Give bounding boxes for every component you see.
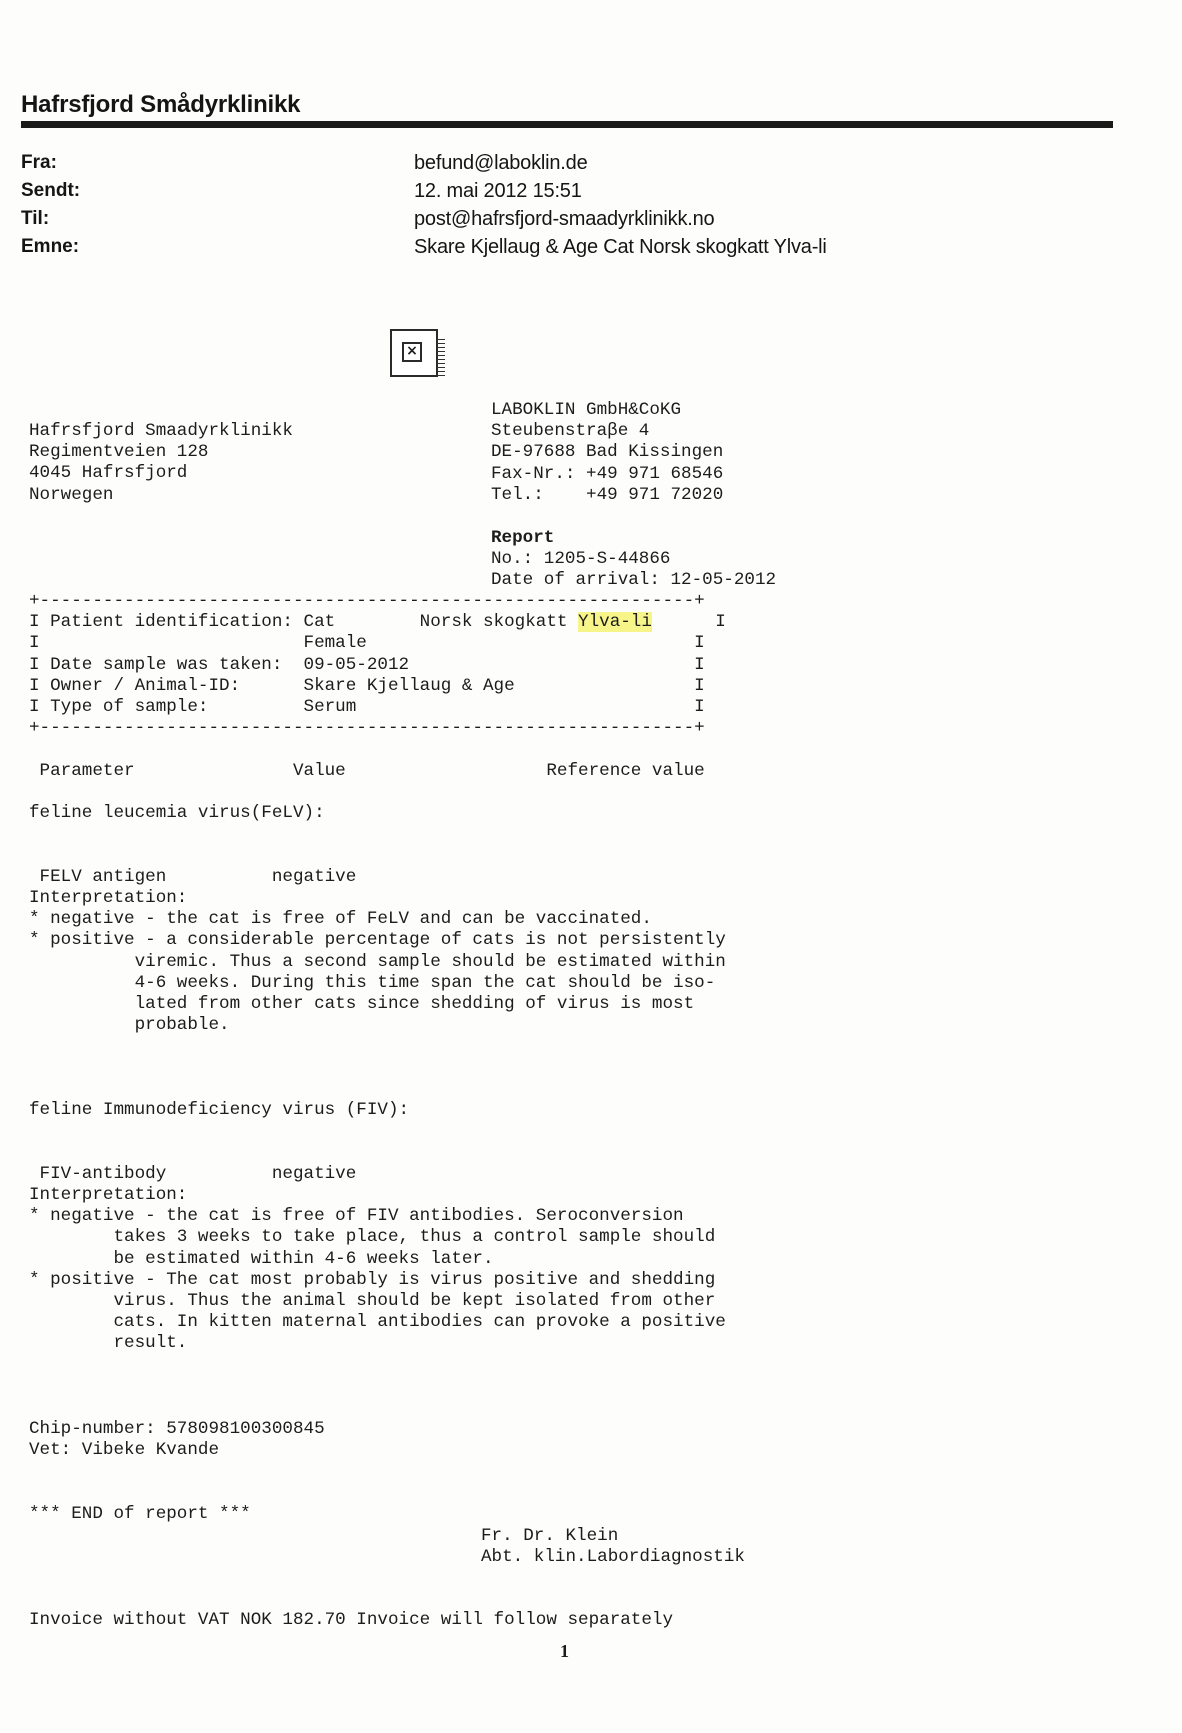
patient-row-end: I [651,612,726,633]
clinic-title: Hafrsfjord Smådyrklinikk [21,91,301,118]
end-of-report: *** END of report *** [29,1504,251,1524]
lab-line: Fax-Nr.: +49 971 68546 [491,463,724,484]
results-header: Parameter Value Reference value [29,761,705,781]
interpretation-line: 4-6 weeks. During this time span the cat should be iso- [29,972,716,993]
report-heading: Report [491,528,555,548]
box-border-top: +--------------------------------------------------------------+ [29,591,705,611]
page-number: 1 [560,1641,569,1661]
recipient-address [29,421,293,506]
patient-sex-row: I Female I [29,633,705,654]
felv-interpretation [29,888,726,1036]
subject-label: Emne: [21,236,80,257]
interpretation-line: Interpretation: [29,888,188,908]
interpretation-line: * negative - the cat is free of FeLV and can be vaccinated. [29,909,652,930]
interpretation-line: probable. [29,1015,230,1036]
invoice-line: Invoice without VAT NOK 182.70 Invoice will follow separately [29,1610,674,1630]
sample-date-row: I Date sample was taken: 09-05-2012 I [29,654,705,675]
interpretation-line: takes 3 weeks to take place, thus a control sample should [29,1227,716,1248]
interpretation-line: virus. Thus the animal should be kept isolated from other [29,1291,716,1312]
interpretation-line: viremic. Thus a second sample should be estimated within [29,951,726,972]
interpretation-line: be estimated within 4-6 weeks later. [29,1248,494,1269]
lab-line: Steubenstraβe 4 [491,421,650,442]
patient-box [29,591,726,739]
to-label: Til: [21,208,50,229]
interpretation-line: * negative - the cat is free of FIV antibodies. Seroconversion [29,1206,684,1227]
felv-result: FELV antigen negative [29,867,357,887]
report-arrival: Date of arrival: 12-05-2012 [491,570,777,591]
signature [481,1526,745,1568]
lab-line: LABOKLIN GmbH&CoKG [491,400,682,420]
box-border-bottom: +--------------------------------------------------------------+ [29,718,705,739]
recipient-line: Norwegen [29,484,114,505]
sent-label: Sendt: [21,180,81,201]
sample-type-row: I Type of sample: Serum I [29,697,705,718]
sent-value: 12. mai 2012 15:51 [414,180,582,202]
lab-line: DE-97688 Bad Kissingen [491,442,724,463]
signature-name: Fr. Dr. Klein [481,1526,619,1546]
report-number: No.: 1205-S-44866 [491,549,671,570]
report-info [491,528,776,592]
owner-row: I Owner / Animal-ID: Skare Kjellaug & Age I [29,675,705,696]
interpretation-line: lated from other cats since shedding of virus is most [29,994,695,1015]
broken-image-icon: × [390,329,438,377]
from-label: Fra: [21,152,57,173]
subject-value: Skare Kjellaug & Age Cat Norsk skogkatt Ylva-li [414,236,827,258]
patient-id-label: I Patient identification: Cat Norsk skogkatt [29,612,579,633]
interpretation-line: Interpretation: [29,1185,188,1205]
to-value: post@hafrsfjord-smaadyrklinikk.no [414,208,715,230]
fiv-result: FIV-antibody negative [29,1164,357,1184]
interpretation-line: * positive - The cat most probably is virus positive and shedding [29,1269,716,1290]
felv-section-title: feline leucemia virus(FeLV): [29,803,325,823]
from-value: befund@laboklin.de [414,152,588,174]
interpretation-line: result. [29,1333,188,1354]
recipient-line: 4045 Hafrsfjord [29,463,188,484]
patient-name: Ylva-li [578,612,652,633]
lab-line: Tel.: +49 971 72020 [491,484,724,505]
title-rule [21,121,1113,128]
recipient-line: Hafrsfjord Smaadyrklinikk [29,421,293,441]
recipient-line: Regimentveien 128 [29,442,209,463]
fiv-interpretation [29,1185,726,1355]
vet-name: Vet: Vibeke Kvande [29,1440,220,1461]
chip-and-vet [29,1419,325,1461]
lab-address [491,400,723,506]
signature-department: Abt. klin.Labordiagnostik [481,1547,745,1568]
interpretation-line: * positive - a considerable percentage of cats is not persistently [29,930,726,951]
fiv-section-title: feline Immunodeficiency virus (FIV): [29,1100,410,1120]
patient-identification-row [29,612,726,633]
interpretation-line: cats. In kitten maternal antibodies can provoke a positive [29,1312,726,1333]
chip-number: Chip-number: 578098100300845 [29,1419,325,1439]
